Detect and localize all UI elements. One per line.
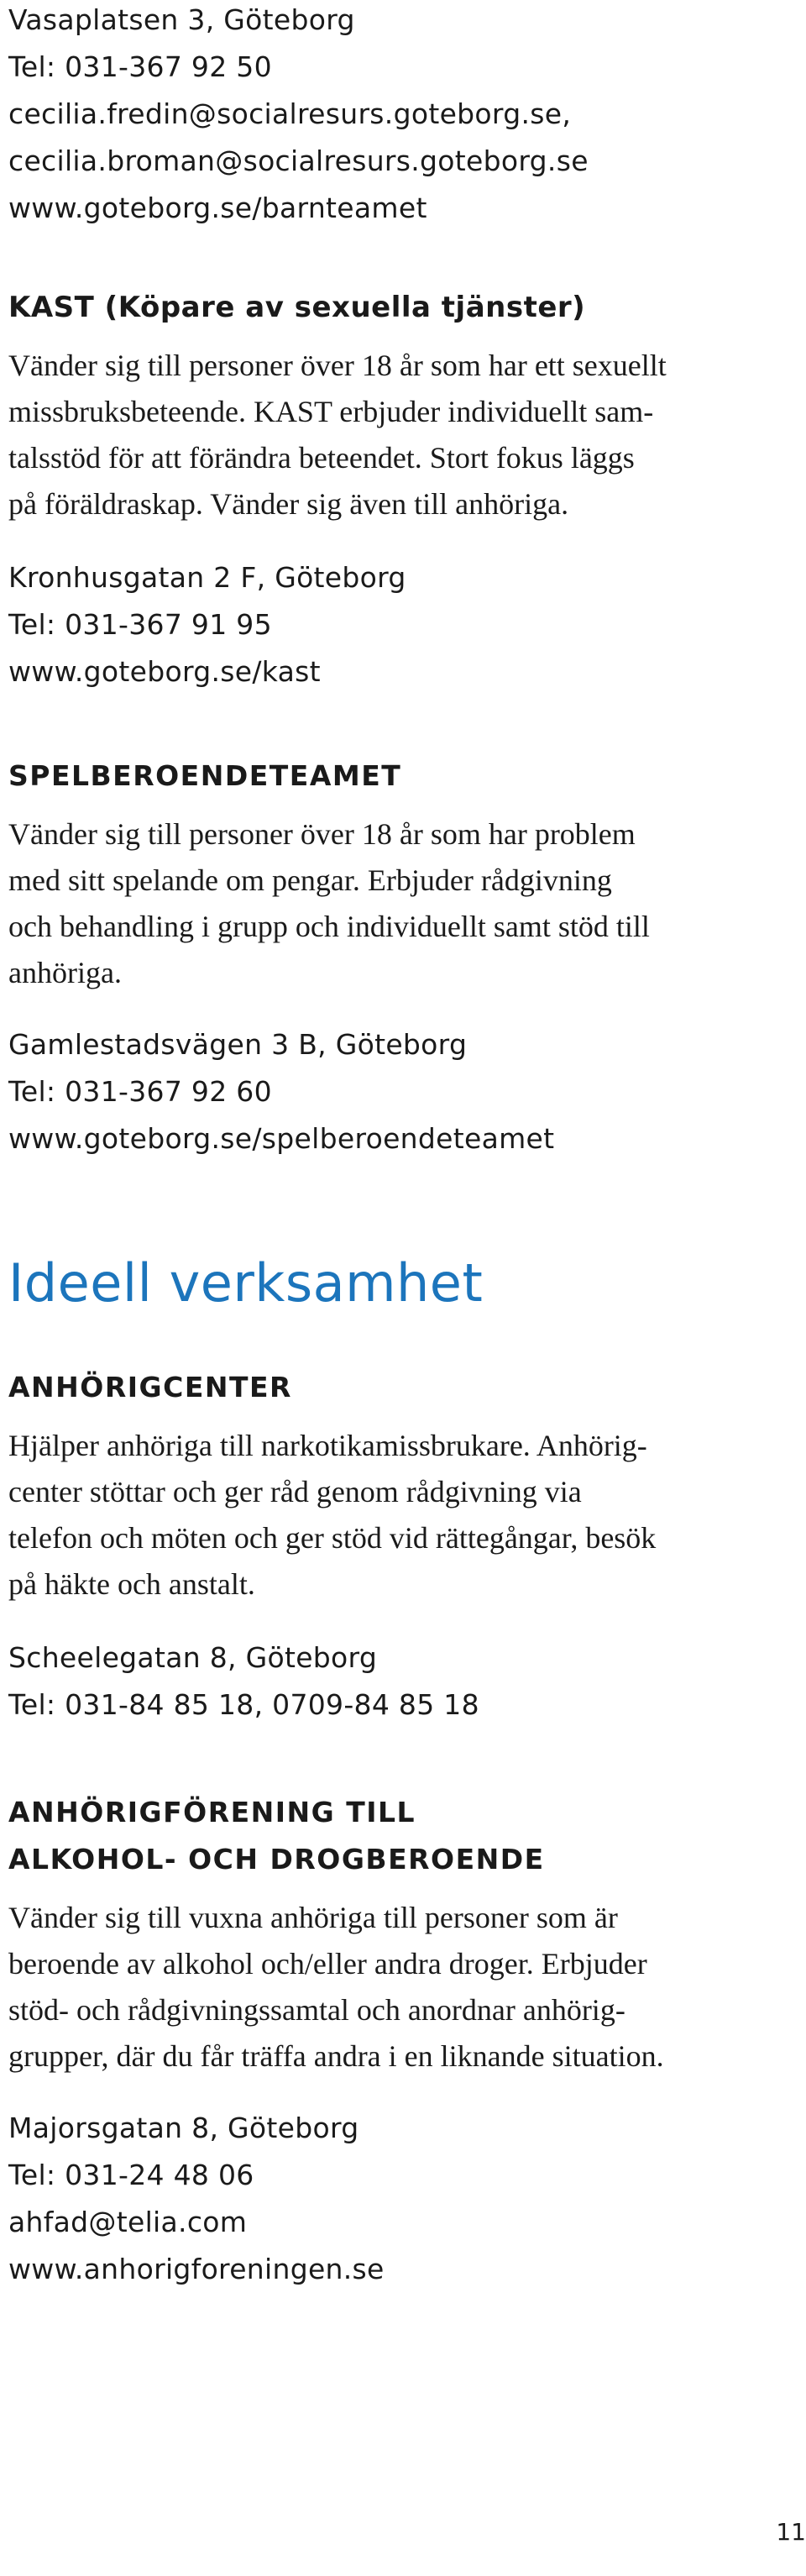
body-line: på häkte och anstalt. <box>8 1567 255 1601</box>
body-line: Vänder sig till vuxna anhöriga till personer som är <box>8 1901 618 1934</box>
body-line: och behandling i grupp och individuellt samt stöd till <box>8 910 650 943</box>
body-line: anhöriga. <box>8 956 122 989</box>
address-line: Kronhusgatan 2 F, Göteborg <box>8 561 406 594</box>
phone-line: Tel: 031-84 85 18, 0709-84 85 18 <box>8 1688 479 1721</box>
page-number: 11 <box>776 2518 806 2546</box>
anhorigcenter-heading: ANHÖRIGCENTER <box>8 1371 292 1403</box>
body-line: missbruksbeteende. KAST erbjuder individuellt sam- <box>8 395 654 428</box>
address-line: Scheelegatan 8, Göteborg <box>8 1641 378 1674</box>
section-title-ideell: Ideell verksamhet <box>8 1252 484 1314</box>
phone-line: Tel: 031-367 92 50 <box>8 50 272 83</box>
kast-heading: KAST (Köpare av sexuella tjänster) <box>8 291 586 324</box>
email-line[interactable]: cecilia.fredin@socialresurs.goteborg.se, <box>8 97 572 130</box>
address-line: Majorsgatan 8, Göteborg <box>8 2112 359 2144</box>
body-line: stöd- och rådgivningssamtal och anordnar anhörig- <box>8 1993 625 2027</box>
body-line: Vänder sig till personer över 18 år som har problem <box>8 817 636 851</box>
anhorigforening-contact <box>8 2105 385 2293</box>
heading-line: ALKOHOL- OCH DROGBEROENDE <box>8 1843 545 1876</box>
heading-line: ANHÖRIGFÖRENING TILL <box>8 1796 416 1828</box>
body-line: Hjälper anhöriga till narkotikamissbrukare. Anhörig- <box>8 1429 647 1462</box>
anhorigcenter-contact <box>8 1634 479 1729</box>
spelberoendeteamet-contact <box>8 1021 554 1162</box>
body-line: grupper, där du får träffa andra i en liknande situation. <box>8 2039 664 2073</box>
spelberoendeteamet-heading: SPELBEROENDETEAMET <box>8 759 402 792</box>
spelberoendeteamet-body <box>8 811 650 996</box>
anhorigforening-body <box>8 1895 664 2080</box>
phone-line: Tel: 031-367 92 60 <box>8 1075 272 1108</box>
body-line: center stöttar och ger råd genom rådgivning via <box>8 1475 582 1508</box>
body-line: talsstöd för att förändra beteendet. Stort fokus läggs <box>8 441 635 475</box>
phone-line: Tel: 031-367 91 95 <box>8 608 272 641</box>
kast-body <box>8 343 667 527</box>
website-link[interactable]: www.anhorigforeningen.se <box>8 2253 385 2285</box>
anhorigforening-heading <box>8 1789 545 1883</box>
body-line: beroende av alkohol och/eller andra droger. Erbjuder <box>8 1947 647 1981</box>
body-line: med sitt spelande om pengar. Erbjuder rådgivning <box>8 863 612 897</box>
email-link[interactable]: ahfad@telia.com <box>8 2206 248 2238</box>
email-line[interactable]: cecilia.broman@socialresurs.goteborg.se <box>8 144 589 177</box>
body-line: telefon och möten och ger stöd vid rättegångar, besök <box>8 1521 657 1555</box>
body-line: på föräldraskap. Vänder sig även till anhöriga. <box>8 487 569 521</box>
anhorigcenter-body <box>8 1423 656 1608</box>
address-line: Gamlestadsvägen 3 B, Göteborg <box>8 1028 468 1061</box>
body-line: Vänder sig till personer över 18 år som har ett sexuellt <box>8 349 667 382</box>
phone-line: Tel: 031-24 48 06 <box>8 2159 254 2191</box>
website-link[interactable]: www.goteborg.se/spelberoendeteamet <box>8 1122 555 1155</box>
website-link[interactable]: www.goteborg.se/kast <box>8 655 321 688</box>
kast-contact <box>8 554 406 695</box>
address-line: Vasaplatsen 3, Göteborg <box>8 3 355 36</box>
barnteamet-contact <box>8 0 589 232</box>
website-link[interactable]: www.goteborg.se/barnteamet <box>8 191 427 224</box>
